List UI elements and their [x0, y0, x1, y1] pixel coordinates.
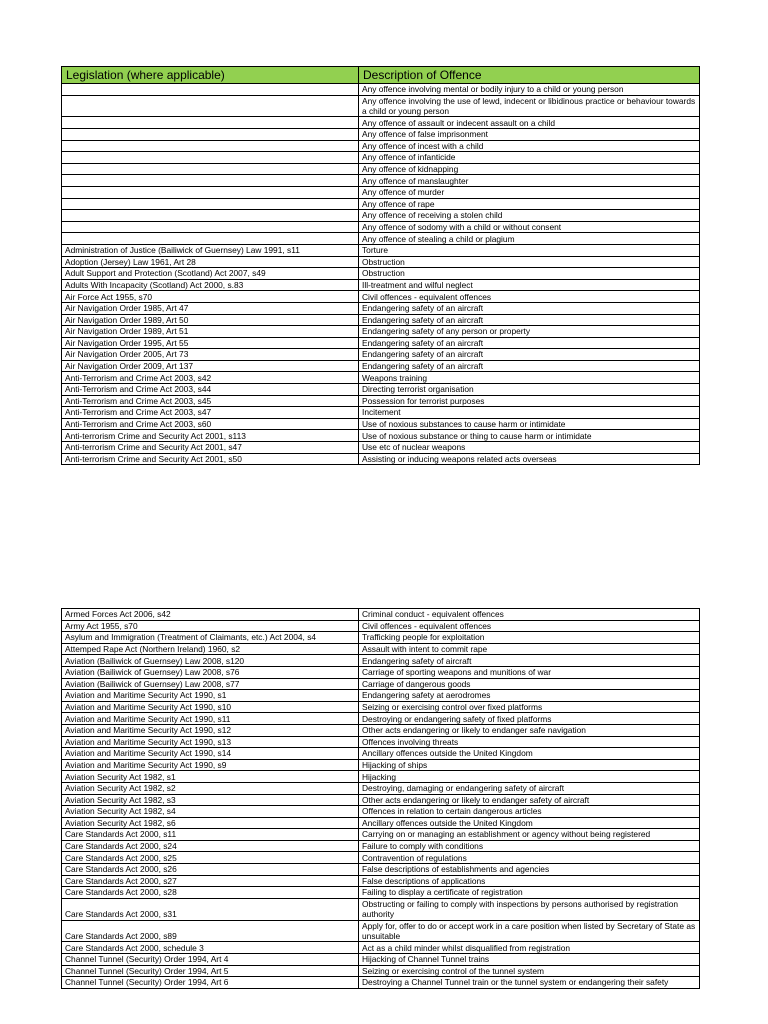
offence-description-cell: Obstructing or failing to comply with inspections by persons authorised by registration authority	[359, 898, 700, 920]
offence-description-cell: Any offence of infanticide	[359, 152, 700, 164]
offence-description-cell: Endangering safety of an aircraft	[359, 314, 700, 326]
offence-description-cell: Apply for, offer to do or accept work in a care position when listed by Secretary of State as unsuitable	[359, 920, 700, 942]
legislation-cell	[62, 175, 359, 187]
table-row	[62, 965, 700, 977]
table-row	[62, 163, 700, 175]
table-row	[62, 609, 700, 621]
table-row	[62, 782, 700, 794]
legislation-cell: Aviation Security Act 1982, s6	[62, 817, 359, 829]
legislation-cell: Anti-Terrorism and Crime Act 2003, s45	[62, 395, 359, 407]
table-row	[62, 442, 700, 454]
legislation-cell	[62, 233, 359, 245]
table-row	[62, 713, 700, 725]
legislation-cell: Attemped Rape Act (Northern Ireland) 1960, s2	[62, 643, 359, 655]
legislation-cell: Care Standards Act 2000, s31	[62, 898, 359, 920]
table-row	[62, 430, 700, 442]
table-row	[62, 875, 700, 887]
legislation-column-header: Legislation (where applicable)	[62, 67, 359, 84]
legislation-cell	[62, 198, 359, 210]
legislation-cell: Air Navigation Order 1995, Art 55	[62, 337, 359, 349]
legislation-cell: Adults With Incapacity (Scotland) Act 2000, s.83	[62, 279, 359, 291]
offence-description-cell: Ancillary offences outside the United Kingdom	[359, 817, 700, 829]
offence-description-cell: Offences in relation to certain dangerous articles	[359, 806, 700, 818]
legislation-cell: Aviation Security Act 1982, s1	[62, 771, 359, 783]
offence-description-cell: Civil offences - equivalent offences	[359, 291, 700, 303]
table-row	[62, 418, 700, 430]
table-row	[62, 852, 700, 864]
offences-table-bottom-body	[62, 609, 700, 989]
table-row	[62, 920, 700, 942]
table-row	[62, 175, 700, 187]
legislation-cell: Channel Tunnel (Security) Order 1994, Art 6	[62, 977, 359, 989]
offence-description-cell: Any offence of stealing a child or plagium	[359, 233, 700, 245]
offence-description-cell: Assisting or inducing weapons related acts overseas	[359, 453, 700, 465]
table-row	[62, 152, 700, 164]
offence-description-cell: Hijacking of ships	[359, 759, 700, 771]
table-row	[62, 690, 700, 702]
legislation-cell	[62, 152, 359, 164]
table-row	[62, 279, 700, 291]
offence-description-cell: Any offence of rape	[359, 198, 700, 210]
table-row	[62, 817, 700, 829]
table-row	[62, 117, 700, 129]
offence-description-cell: Carriage of sporting weapons and munitions of war	[359, 666, 700, 678]
offence-description-cell: Hijacking	[359, 771, 700, 783]
offence-description-cell: Any offence of receiving a stolen child	[359, 210, 700, 222]
table-row	[62, 701, 700, 713]
table-row	[62, 632, 700, 644]
table-row	[62, 326, 700, 338]
offence-description-cell: Obstruction	[359, 256, 700, 268]
legislation-cell: Anti-Terrorism and Crime Act 2003, s47	[62, 407, 359, 419]
legislation-cell	[62, 186, 359, 198]
offence-description-cell: Any offence of kidnapping	[359, 163, 700, 175]
legislation-cell: Army Act 1955, s70	[62, 620, 359, 632]
table-row	[62, 129, 700, 141]
table-row	[62, 736, 700, 748]
legislation-cell: Air Navigation Order 2009, Art 137	[62, 360, 359, 372]
offence-description-cell: Ancillary offences outside the United Kingdom	[359, 748, 700, 760]
legislation-cell: Adoption (Jersey) Law 1961, Art 28	[62, 256, 359, 268]
table-row	[62, 453, 700, 465]
offences-table-bottom	[61, 608, 700, 989]
offence-description-cell: Seizing or exercising control over fixed platforms	[359, 701, 700, 713]
table-row	[62, 233, 700, 245]
offence-description-cell: Other acts endangering or likely to endanger safe navigation	[359, 724, 700, 736]
table-row	[62, 372, 700, 384]
offence-description-cell: Any offence of murder	[359, 186, 700, 198]
table-row	[62, 977, 700, 989]
legislation-cell: Aviation (Bailiwick of Guernsey) Law 2008, s77	[62, 678, 359, 690]
offence-description-cell: Use etc of nuclear weapons	[359, 442, 700, 454]
legislation-cell: Channel Tunnel (Security) Order 1994, Art 4	[62, 954, 359, 966]
offence-description-cell: Any offence involving the use of lewd, indecent or libidinous practice or behaviour towards a child or young person	[359, 95, 700, 117]
legislation-cell: Care Standards Act 2000, s27	[62, 875, 359, 887]
legislation-cell: Aviation Security Act 1982, s2	[62, 782, 359, 794]
offence-description-cell: Assault with intent to commit rape	[359, 643, 700, 655]
table-row	[62, 806, 700, 818]
table-row	[62, 210, 700, 222]
offence-description-cell: Endangering safety of an aircraft	[359, 349, 700, 361]
offence-description-cell: Directing terrorist organisation	[359, 384, 700, 396]
offence-description-cell: Obstruction	[359, 268, 700, 280]
offence-description-cell: Offences involving threats	[359, 736, 700, 748]
offence-description-cell: Act as a child minder whilst disqualified from registration	[359, 942, 700, 954]
table-row	[62, 829, 700, 841]
table-row	[62, 620, 700, 632]
legislation-cell	[62, 163, 359, 175]
legislation-cell: Aviation and Maritime Security Act 1990, s10	[62, 701, 359, 713]
offence-description-cell: Ill-treatment and wilful neglect	[359, 279, 700, 291]
legislation-cell: Aviation and Maritime Security Act 1990, s9	[62, 759, 359, 771]
table-row	[62, 759, 700, 771]
table-row	[62, 268, 700, 280]
offence-description-cell: Endangering safety of an aircraft	[359, 302, 700, 314]
table-row	[62, 794, 700, 806]
table-row	[62, 384, 700, 396]
table-row	[62, 666, 700, 678]
legislation-cell: Air Navigation Order 1989, Art 51	[62, 326, 359, 338]
table-row	[62, 291, 700, 303]
offence-description-cell: Any offence of sodomy with a child or without consent	[359, 221, 700, 233]
legislation-cell: Aviation Security Act 1982, s3	[62, 794, 359, 806]
offence-description-cell: Endangering safety of an aircraft	[359, 360, 700, 372]
table-row	[62, 95, 700, 117]
offence-description-cell: Carriage of dangerous goods	[359, 678, 700, 690]
offence-description-cell: Contravention of regulations	[359, 852, 700, 864]
table-row	[62, 887, 700, 899]
legislation-cell: Aviation Security Act 1982, s4	[62, 806, 359, 818]
legislation-cell: Anti-terrorism Crime and Security Act 2001, s50	[62, 453, 359, 465]
legislation-cell	[62, 117, 359, 129]
legislation-cell: Care Standards Act 2000, s28	[62, 887, 359, 899]
offence-description-cell: Any offence of false imprisonment	[359, 129, 700, 141]
table-row	[62, 678, 700, 690]
offence-description-cell: Seizing or exercising control of the tunnel system	[359, 965, 700, 977]
table-row	[62, 954, 700, 966]
legislation-cell	[62, 129, 359, 141]
table-row	[62, 771, 700, 783]
legislation-cell: Care Standards Act 2000, s11	[62, 829, 359, 841]
legislation-cell: Administration of Justice (Bailiwick of Guernsey) Law 1991, s11	[62, 244, 359, 256]
legislation-cell: Air Force Act 1955, s70	[62, 291, 359, 303]
legislation-cell: Anti-Terrorism and Crime Act 2003, s44	[62, 384, 359, 396]
legislation-cell: Care Standards Act 2000, s26	[62, 864, 359, 876]
table-row	[62, 407, 700, 419]
legislation-cell: Air Navigation Order 2005, Art 73	[62, 349, 359, 361]
offence-description-cell: Destroying, damaging or endangering safety of aircraft	[359, 782, 700, 794]
legislation-cell: Aviation and Maritime Security Act 1990, s13	[62, 736, 359, 748]
offences-table-top-body	[62, 84, 700, 465]
offence-description-cell: Civil offences - equivalent offences	[359, 620, 700, 632]
offence-description-cell: Any offence involving mental or bodily injury to a child or young person	[359, 84, 700, 96]
offence-description-cell: Endangering safety of any person or property	[359, 326, 700, 338]
table-row	[62, 198, 700, 210]
legislation-cell	[62, 84, 359, 96]
table-row	[62, 84, 700, 96]
table-row	[62, 942, 700, 954]
table-row	[62, 256, 700, 268]
offence-description-cell: Any offence of manslaughter	[359, 175, 700, 187]
table-header-row	[62, 67, 700, 84]
table-row	[62, 337, 700, 349]
table-row	[62, 864, 700, 876]
legislation-cell	[62, 221, 359, 233]
table-row	[62, 395, 700, 407]
legislation-cell: Aviation and Maritime Security Act 1990, s11	[62, 713, 359, 725]
legislation-cell	[62, 140, 359, 152]
offence-description-cell: Incitement	[359, 407, 700, 419]
offence-description-cell: Failing to display a certificate of registration	[359, 887, 700, 899]
legislation-cell: Care Standards Act 2000, s24	[62, 840, 359, 852]
legislation-cell: Aviation (Bailiwick of Guernsey) Law 2008, s76	[62, 666, 359, 678]
offence-description-cell: Endangering safety at aerodromes	[359, 690, 700, 702]
legislation-cell	[62, 210, 359, 222]
offence-description-cell: Endangering safety of aircraft	[359, 655, 700, 667]
offence-description-cell: False descriptions of establishments and agencies	[359, 864, 700, 876]
table-row	[62, 140, 700, 152]
offence-description-cell: Destroying a Channel Tunnel train or the tunnel system or endangering their safety	[359, 977, 700, 989]
legislation-cell: Air Navigation Order 1985, Art 47	[62, 302, 359, 314]
description-column-header: Description of Offence	[359, 67, 700, 84]
offence-description-cell: Endangering safety of an aircraft	[359, 337, 700, 349]
offence-description-cell: Use of noxious substances to cause harm or intimidate	[359, 418, 700, 430]
legislation-cell: Asylum and Immigration (Treatment of Claimants, etc.) Act 2004, s4	[62, 632, 359, 644]
legislation-cell: Aviation and Maritime Security Act 1990, s14	[62, 748, 359, 760]
table-row	[62, 244, 700, 256]
legislation-cell: Care Standards Act 2000, schedule 3	[62, 942, 359, 954]
offence-description-cell: Criminal conduct - equivalent offences	[359, 609, 700, 621]
offence-description-cell: Any offence of incest with a child	[359, 140, 700, 152]
offences-table-top	[61, 66, 700, 465]
legislation-cell: Air Navigation Order 1989, Art 50	[62, 314, 359, 326]
table-row	[62, 840, 700, 852]
offence-description-cell: Hijacking of Channel Tunnel trains	[359, 954, 700, 966]
legislation-cell: Care Standards Act 2000, s25	[62, 852, 359, 864]
offence-description-cell: Other acts endangering or likely to endanger safety of aircraft	[359, 794, 700, 806]
legislation-cell: Channel Tunnel (Security) Order 1994, Art 5	[62, 965, 359, 977]
legislation-cell: Aviation and Maritime Security Act 1990, s12	[62, 724, 359, 736]
offence-description-cell: Weapons training	[359, 372, 700, 384]
table-row	[62, 724, 700, 736]
offence-description-cell: Use of noxious substance or thing to cause harm or intimidate	[359, 430, 700, 442]
offence-description-cell: Destroying or endangering safety of fixed platforms	[359, 713, 700, 725]
legislation-cell: Care Standards Act 2000, s89	[62, 920, 359, 942]
legislation-cell: Anti-Terrorism and Crime Act 2003, s42	[62, 372, 359, 384]
table-row	[62, 748, 700, 760]
table-row	[62, 349, 700, 361]
legislation-cell: Adult Support and Protection (Scotland) Act 2007, s49	[62, 268, 359, 280]
legislation-cell: Anti-Terrorism and Crime Act 2003, s60	[62, 418, 359, 430]
table-row	[62, 221, 700, 233]
offence-description-cell: Failure to comply with conditions	[359, 840, 700, 852]
offence-description-cell: False descriptions of applications	[359, 875, 700, 887]
legislation-cell: Anti-terrorism Crime and Security Act 2001, s113	[62, 430, 359, 442]
table-row	[62, 302, 700, 314]
offence-description-cell: Any offence of assault or indecent assault on a child	[359, 117, 700, 129]
offence-description-cell: Carrying on or managing an establishment or agency without being registered	[359, 829, 700, 841]
legislation-cell: Armed Forces Act 2006, s42	[62, 609, 359, 621]
offence-description-cell: Torture	[359, 244, 700, 256]
legislation-cell: Aviation (Bailiwick of Guernsey) Law 2008, s120	[62, 655, 359, 667]
legislation-cell: Aviation and Maritime Security Act 1990, s1	[62, 690, 359, 702]
table-row	[62, 314, 700, 326]
table-row	[62, 655, 700, 667]
table-row	[62, 360, 700, 372]
table-row	[62, 643, 700, 655]
offence-description-cell: Trafficking people for exploitation	[359, 632, 700, 644]
table-row	[62, 186, 700, 198]
legislation-cell: Anti-terrorism Crime and Security Act 2001, s47	[62, 442, 359, 454]
offence-description-cell: Possession for terrorist purposes	[359, 395, 700, 407]
legislation-cell	[62, 95, 359, 117]
table-row	[62, 898, 700, 920]
